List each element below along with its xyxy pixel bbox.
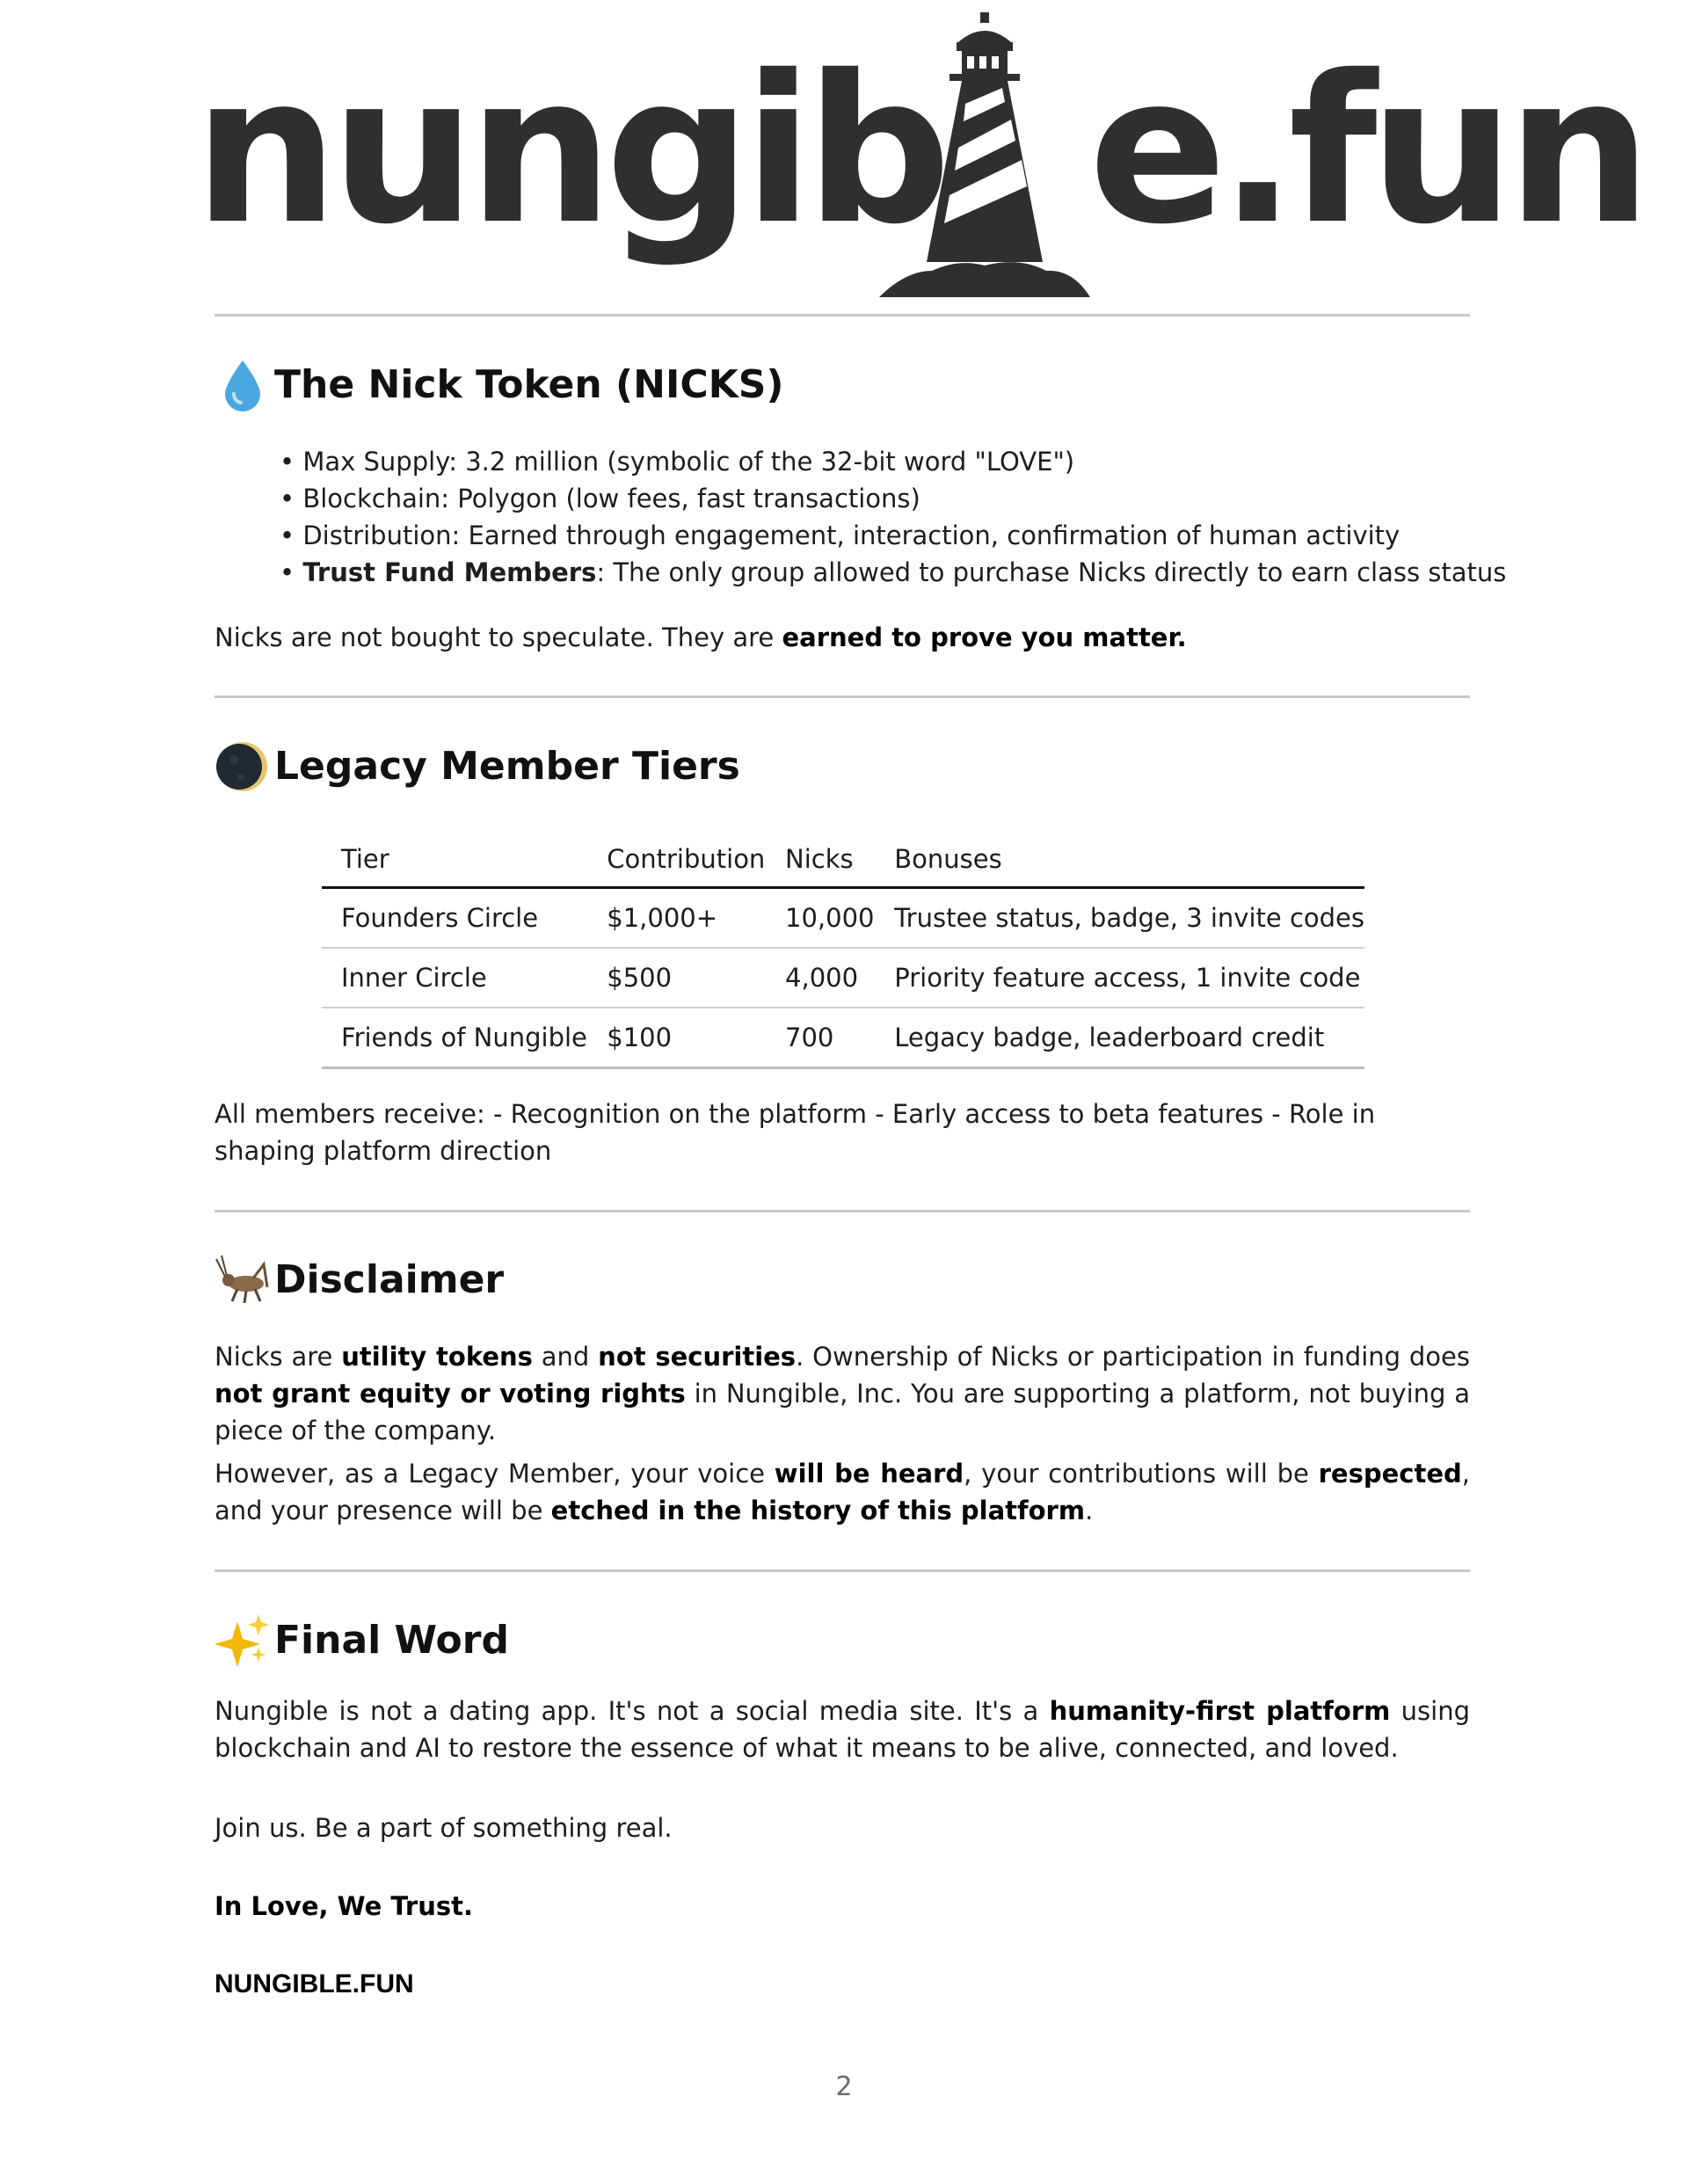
list-item: • Max Supply: 3.2 million (symbolic of the 32-bit word "LOVE") (280, 447, 1075, 477)
motto-text: In Love, We Trust. (215, 1891, 474, 1921)
moon-icon (215, 739, 271, 795)
section-heading-legacy-tiers (215, 739, 740, 795)
token-note: Nicks are not bought to speculate. They are earned to prove you matter. (215, 622, 1187, 652)
section-title: The Nick Token (NICKS) (274, 361, 784, 407)
section-title: Disclaimer (274, 1256, 505, 1302)
table-cell: Founders Circle (322, 888, 587, 949)
table-row (322, 888, 1364, 949)
divider (215, 695, 1470, 698)
column-header: Nicks (766, 832, 875, 888)
column-header: Bonuses (875, 832, 1364, 888)
token-facts-list (280, 443, 1506, 591)
disclaimer-paragraph: Nicks are utility tokens and not securities. Ownership of Nicks or participation in funding does not grant equity or voting rights in Nungible, Inc. You are supporting a platform, not buying a piece of the company. (215, 1342, 1470, 1445)
section-heading-final-word (215, 1613, 509, 1669)
column-header: Tier (322, 832, 587, 888)
logo-text-right: e.fun (1088, 32, 1644, 269)
list-item: • Blockchain: Polygon (low fees, fast transactions) (280, 484, 920, 513)
list-item: • Distribution: Earned through engagement, interaction, confirmation of human activity (280, 521, 1401, 550)
table-cell: $500 (587, 948, 766, 1008)
table-cell: Friends of Nungible (322, 1008, 587, 1068)
join-us-text: Join us. Be a part of something real. (215, 1813, 673, 1843)
table-cell: Priority feature access, 1 invite code (875, 948, 1364, 1008)
nungible-logo (193, 0, 1644, 303)
members-note: All members receive: - Recognition on the platform - Early access to beta features - Role in shaping platform direction (215, 1099, 1376, 1166)
table-header-row (322, 832, 1364, 888)
divider (215, 1210, 1470, 1212)
cricket-icon (215, 1252, 271, 1308)
legacy-member-paragraph: However, as a Legacy Member, your voice will be heard, your contributions will be respected, and your presence will be etched in the history of this platform. (215, 1459, 1470, 1525)
table-cell: $100 (587, 1008, 766, 1068)
table-cell: 4,000 (766, 948, 875, 1008)
tiers-table (322, 832, 1364, 1069)
table-cell: Trustee status, badge, 3 invite codes (875, 888, 1364, 949)
table-cell: 700 (766, 1008, 875, 1068)
final-word-paragraph: Nungible is not a dating app. It's not a social media site. It's a humanity-first platform using blockchain and AI to restore the essence of what it means to be alive, connected, and loved. (215, 1696, 1470, 1763)
section-title: Legacy Member Tiers (274, 743, 740, 789)
list-item: • Trust Fund Members: The only group allowed to purchase Nicks directly to earn class status (280, 557, 1507, 587)
table-row (322, 948, 1364, 1008)
section-heading-disclaimer (215, 1252, 504, 1308)
section-heading-nick-token (215, 357, 784, 413)
logo-text-left: nungib (193, 32, 944, 269)
column-header: Contribution (587, 832, 766, 888)
table-cell: Inner Circle (322, 948, 587, 1008)
droplet-icon (215, 357, 271, 413)
signature-text: NUNGIBLE.FUN (215, 1969, 414, 1998)
sparkles-icon (215, 1613, 271, 1669)
table-cell: 10,000 (766, 888, 875, 949)
divider (215, 1569, 1470, 1572)
table-cell: Legacy badge, leaderboard credit (875, 1008, 1364, 1068)
page-number: 2 (835, 2071, 853, 2102)
divider (215, 314, 1470, 317)
table-cell: $1,000+ (587, 888, 766, 949)
table-row (322, 1008, 1364, 1068)
section-title: Final Word (274, 1617, 509, 1663)
lighthouse-icon (870, 7, 1099, 297)
